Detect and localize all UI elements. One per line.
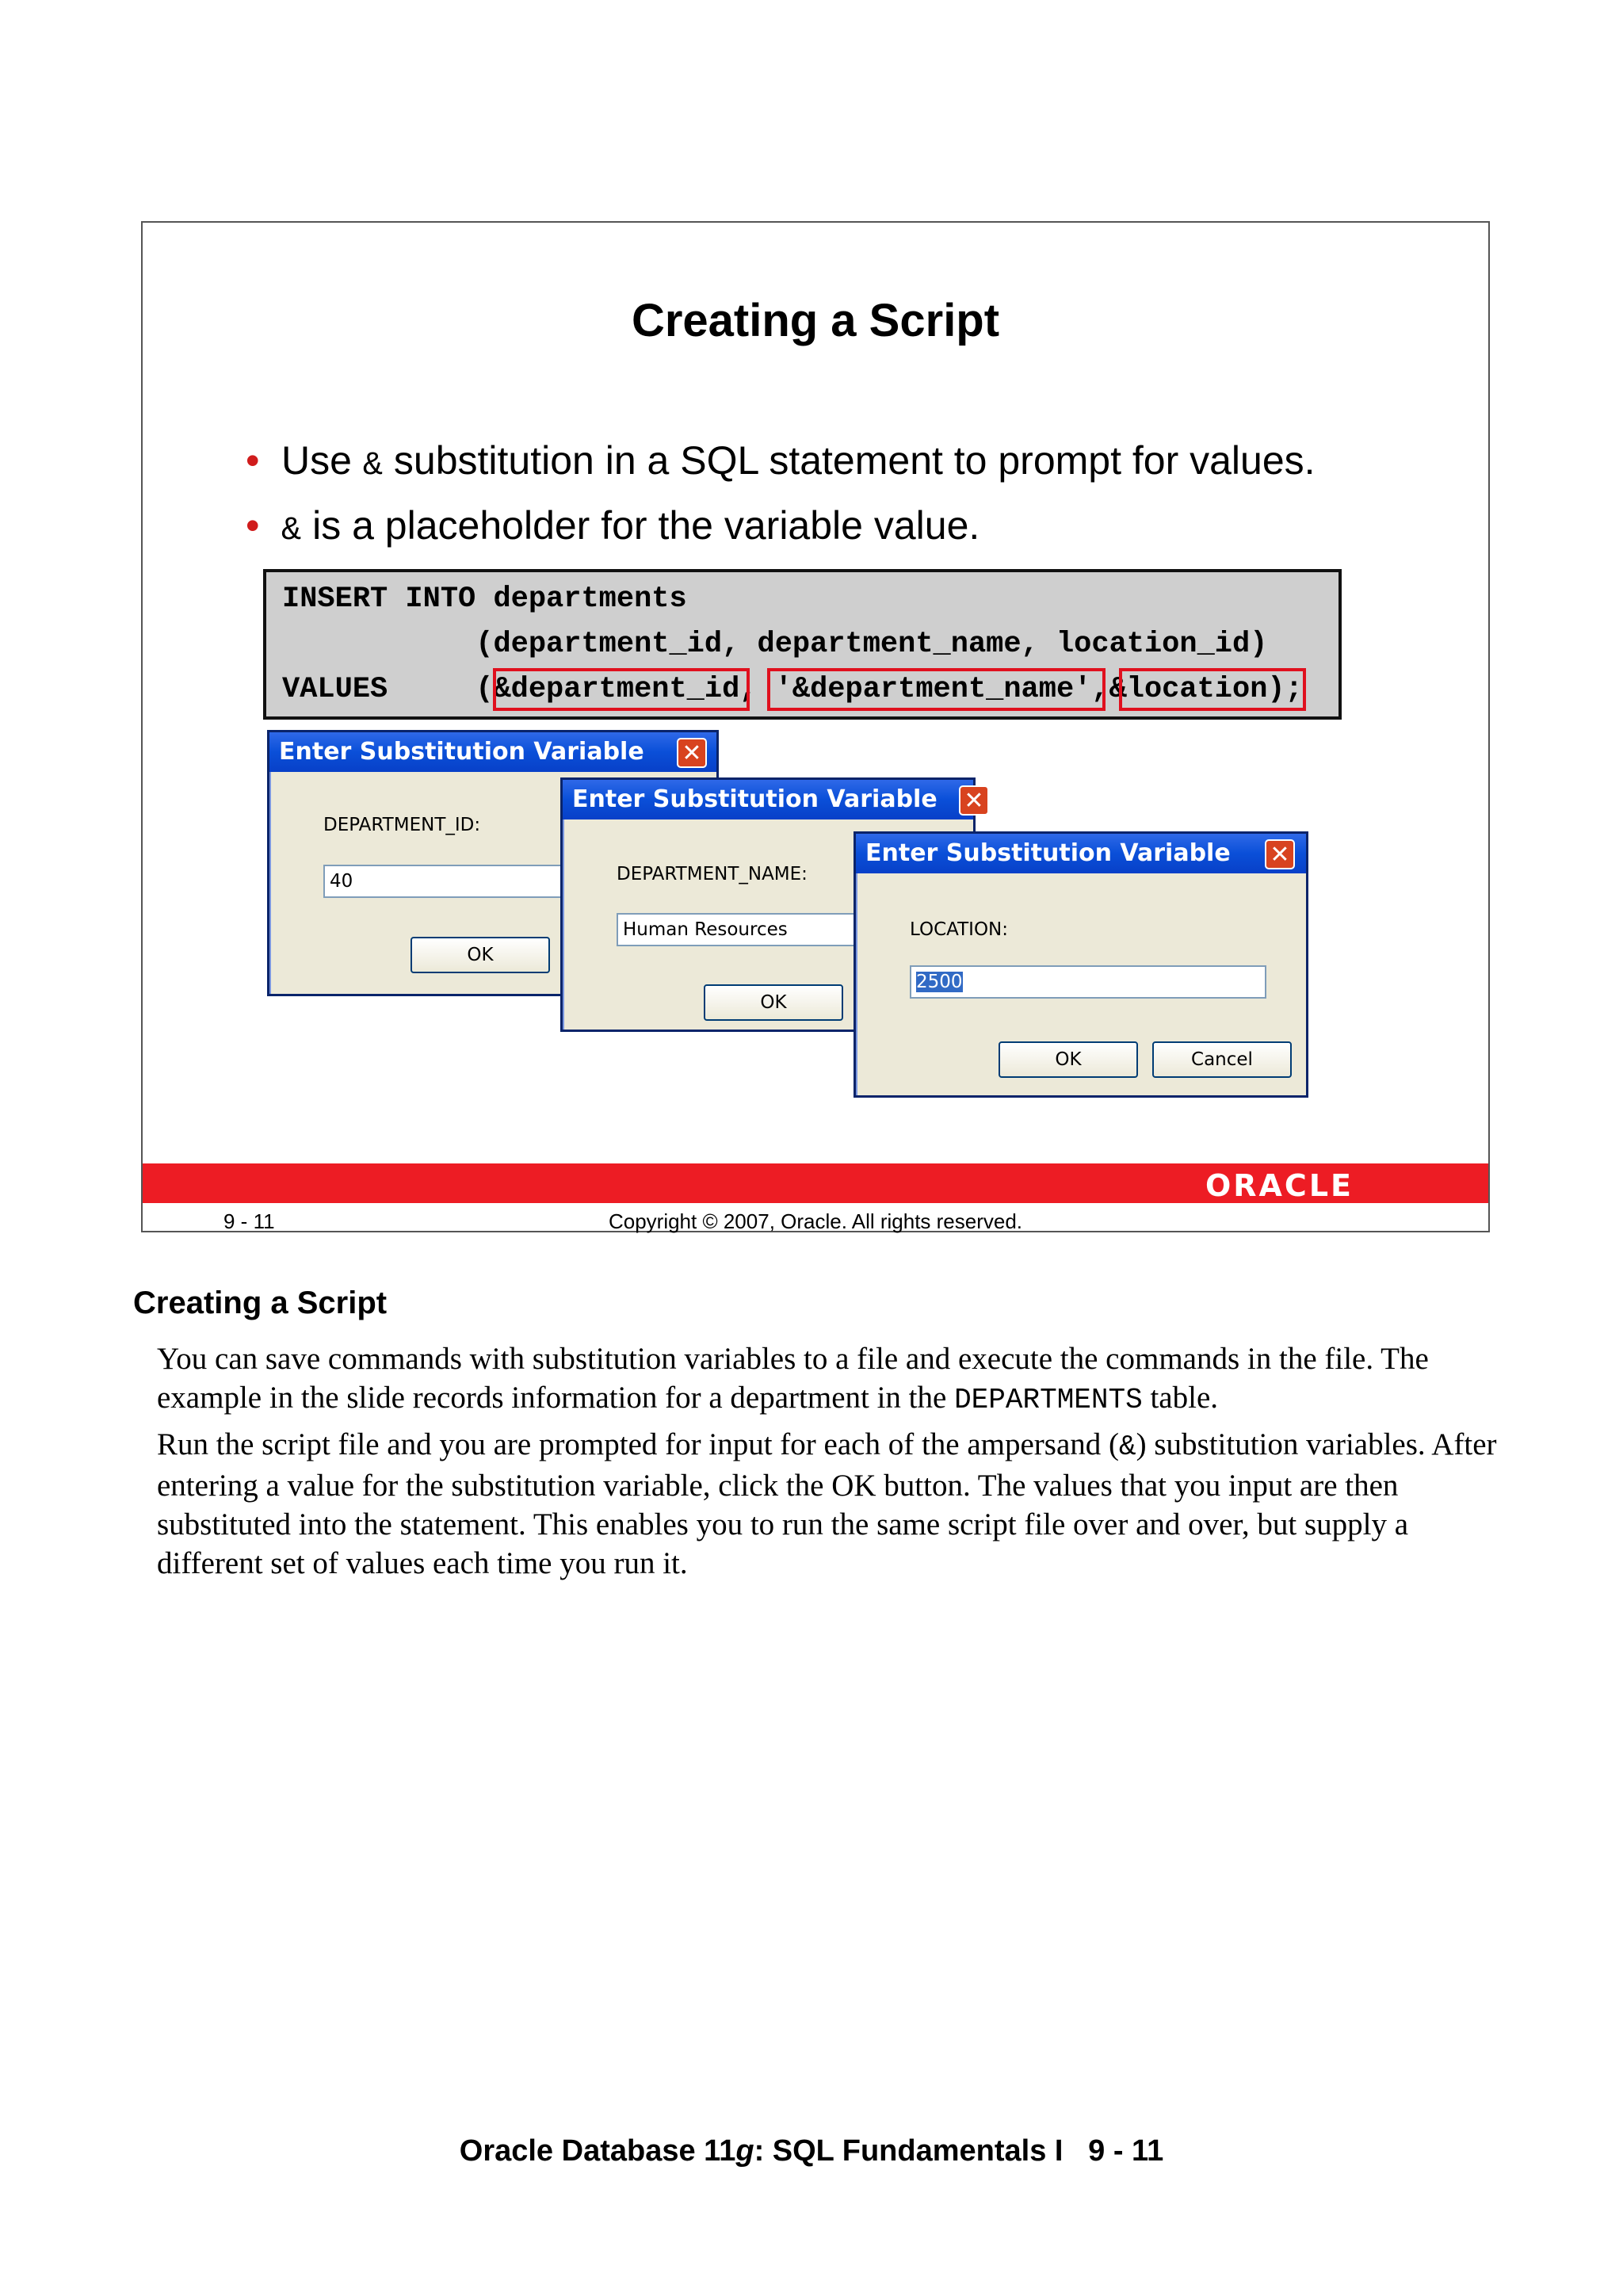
code-line: INSERT INTO departments [282,583,687,616]
substitution-dialog-location [854,831,1308,1098]
footer-text: Oracle Database 11 [459,2134,736,2168]
ok-button[interactable]: OK [411,937,550,973]
close-icon[interactable]: ✕ [1265,839,1295,869]
copyright: Copyright © 2007, Oracle. All rights reserved. [608,1209,1023,1233]
notes-text: ) substitution variables. After entering a value for the substitution variable, click the OK button. The values that you input are then substituted into the statement. This enables you to run the same script file over and over, but supply a different set of values each time you run it. [157,1427,1497,1580]
department-name-input[interactable]: Human Resources [617,913,965,946]
bullet-list [246,430,1316,560]
selected-text: 2500 [916,972,963,992]
cancel-button[interactable]: Cancel [1152,1041,1292,1078]
highlight-department-name [767,668,1106,711]
bullet-item [246,495,1316,560]
inline-code: & [281,511,302,549]
bullet-text: Use [281,438,363,483]
highlight-department-id [493,668,750,711]
dialog-title: Enter Substitution Variable [856,834,1306,873]
dialog-label: LOCATION: [910,919,1008,940]
department-id-input[interactable]: 40 [323,865,688,898]
footer-italic: g [735,2134,754,2168]
notes-paragraph [157,1339,1514,1419]
footer-text: : SQL Fundamentals I 9 - 11 [754,2134,1164,2168]
sql-code-block [263,569,1342,720]
slide [141,221,1490,1232]
inline-code: & [1119,1431,1136,1463]
bullet-item [246,430,1316,495]
dialog-label: DEPARTMENT_ID: [323,815,481,835]
slide-title: Creating a Script [631,295,1000,346]
notes-paragraph [157,1425,1514,1583]
notes-title: Creating a Script [133,1286,388,1320]
close-icon[interactable]: ✕ [677,738,707,768]
highlight-location [1119,668,1306,711]
bullet-text: substitution in a SQL statement to prompt for values. [383,438,1316,483]
oracle-logo: ORACLE [1205,1168,1354,1203]
code-line: VALUES (&department_id, '&department_name',&location); [282,673,1303,706]
brand-band [143,1163,1488,1203]
bullet-icon: • [246,503,260,548]
notes-text: You can save commands with substitution variables to a file and execute the commands in the file. The example in the slide records information for a department in the [157,1342,1429,1415]
notes-text: table. [1142,1381,1219,1415]
close-icon[interactable]: ✕ [959,785,989,816]
inline-code: & [362,446,384,484]
notes-text: Run the script file and you are prompted for input for each of the ampersand ( [157,1427,1120,1461]
ok-button[interactable]: OK [704,984,843,1021]
code-line: (department_id, department_name, location_id) [282,628,1268,661]
dialog-title: Enter Substitution Variable [269,732,716,772]
slide-page-number: 9 - 11 [223,1209,275,1233]
ok-button[interactable]: OK [999,1041,1138,1078]
location-input[interactable] [910,965,1266,999]
bullet-text: is a placeholder for the variable value. [301,503,980,548]
book-footer [0,2134,1623,2168]
dialog-title: Enter Substitution Variable [563,780,973,819]
bullet-icon: • [246,438,260,483]
dialog-label: DEPARTMENT_NAME: [617,864,808,884]
inline-code: DEPARTMENTS [954,1384,1143,1416]
